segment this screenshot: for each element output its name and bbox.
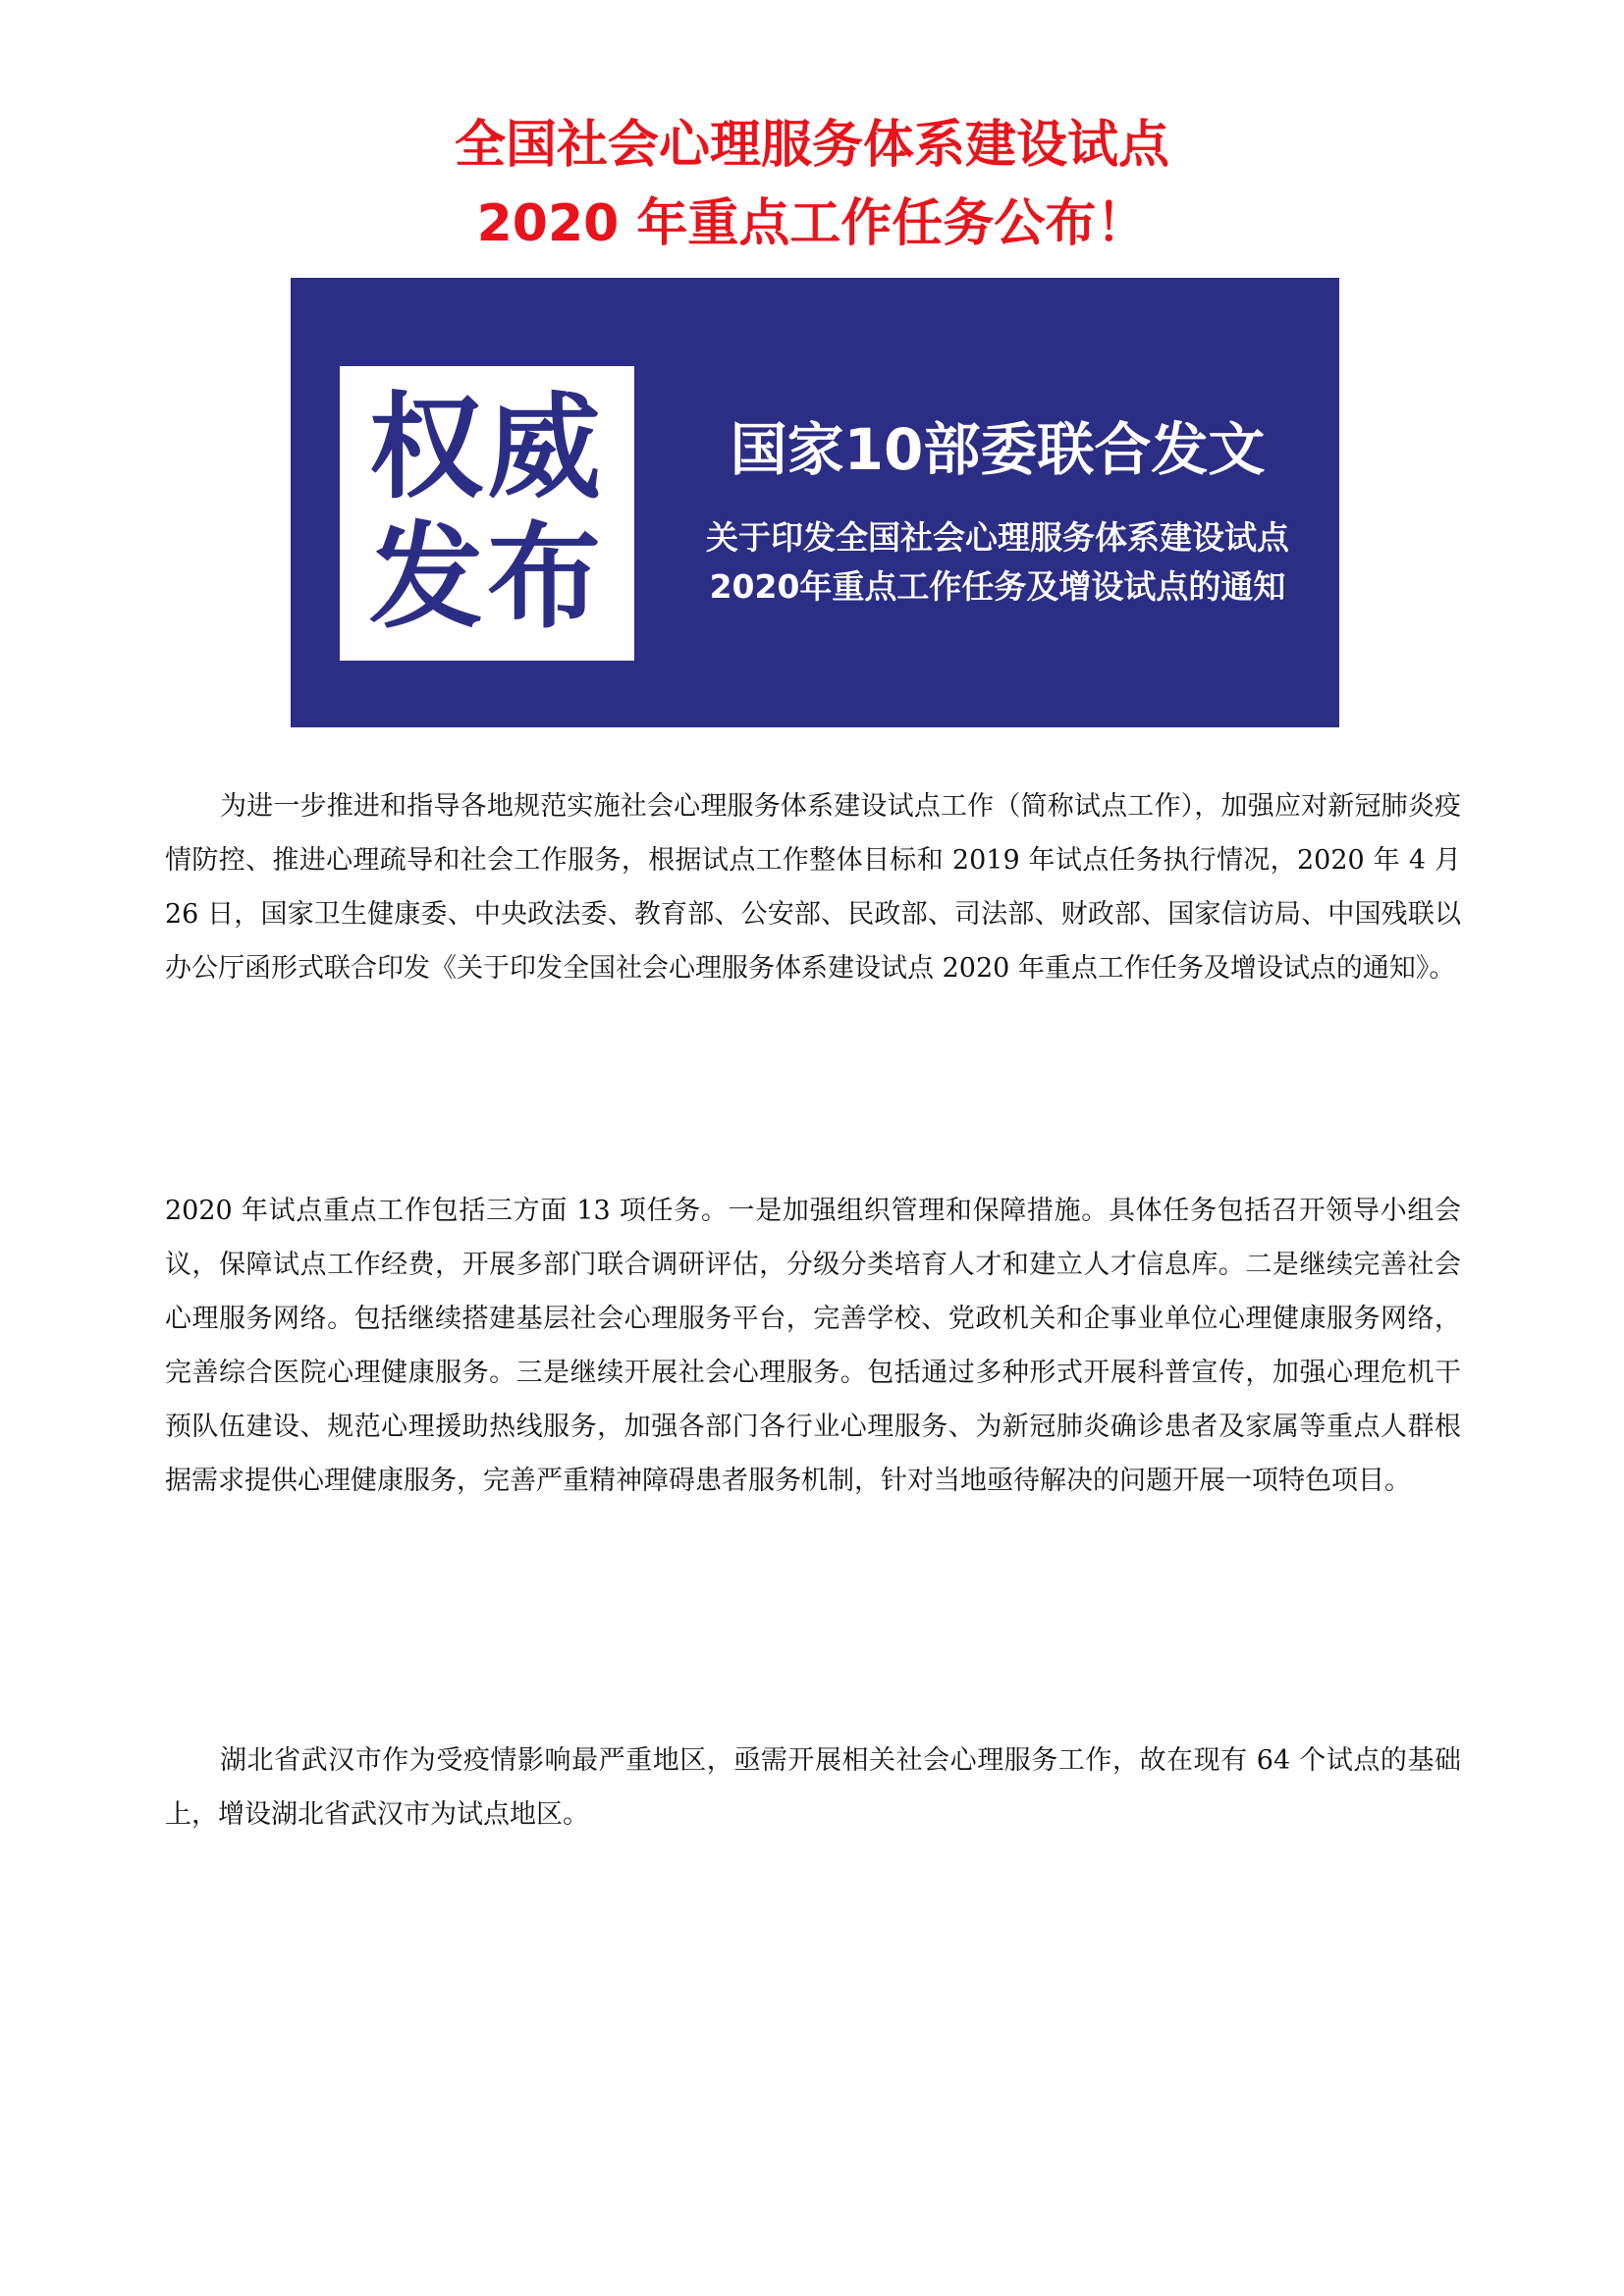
badge-line-1: 权威 (369, 382, 605, 514)
body-paragraph-3: 湖北省武汉市作为受疫情影响最严重地区，亟需开展相关社会心理服务工作，故在现有 64 个试点的基础上，增设湖北省武汉市为试点地区。 (165, 1745, 1461, 1830)
title-line-1: 全国社会心理服务体系建设试点 (454, 116, 1169, 175)
banner-subtitle-line-2: 2020年重点工作任务及增设试点的通知 (709, 567, 1286, 606)
banner-subtitle (664, 513, 1331, 612)
body-paragraph-2: 2020 年试点重点工作包括三方面 13 项任务。一是加强组织管理和保障措施。具体任务包括召开领导小组会议，保障试点工作经费，开展多部门联合调研评估，分级分类培育人才和建立人才信息库。二是继续完善社会心理服务网络。包括继续搭建基层社会心理服务平台，完善学校、党政机关和企事业单位心理健康服务网络，完善综合医院心理健康服务。三是继续开展社会心理服务。包括通过多种形式开展科普宣传，加强心理危机干预队伍建设、规范心理援助热线服务，加强各部门各行业心理服务、为新冠肺炎确诊患者及家属等重点人群根据需求提供心理健康服务，完善严重精神障碍患者服务机制，针对当地亟待解决的问题开展一项特色项目。 (165, 1196, 1461, 1496)
banner-heading: 国家10部委联合发文 (730, 416, 1266, 483)
banner-subtitle-line-1: 关于印发全国社会心理服务体系建设试点 (706, 518, 1289, 557)
body-paragraph-1: 为进一步推进和指导各地规范实施社会心理服务体系建设试点工作（简称试点工作），加强应对新冠肺炎疫情防控、推进心理疏导和社会工作服务，根据试点工作整体目标和 2019 年试点任务执行情况，2020 年 4 月 26 日，国家卫生健康委、中央政法委、教育部、公安部、民政部、司法部、财政部、国家信访局、中国残联以办公厅函形式联合印发《关于印发全国社会心理服务体系建设试点 2020 年重点工作任务及增设试点的通知》。 (165, 791, 1461, 984)
authority-badge (340, 366, 634, 661)
badge-line-2: 发布 (369, 511, 605, 644)
announcement-banner (291, 278, 1339, 727)
title-line-2: 2020 年重点工作任务公布！ (476, 194, 1148, 253)
document-title (0, 106, 1624, 263)
